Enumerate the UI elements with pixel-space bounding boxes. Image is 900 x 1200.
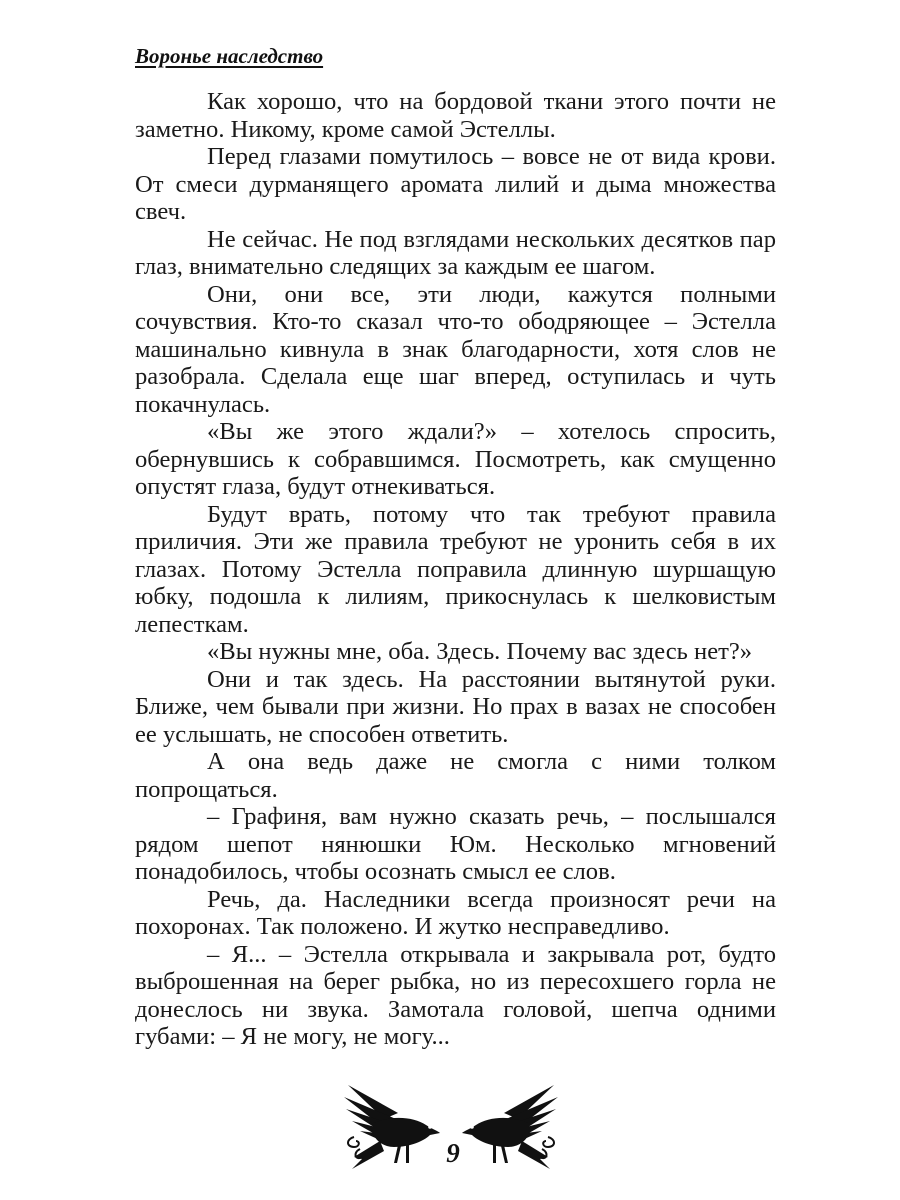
paragraph-7: «Вы нужны мне, оба. Здесь. Почему вас здесь нет?»	[207, 638, 753, 665]
page-number: 9	[446, 1138, 460, 1168]
left-raven-icon	[344, 1085, 440, 1169]
paragraph-6: Будут врать, потому что так требуют правила приличия. Эти же правила требуют не уронить себя в их глазах. Потому Эстелла поправила длинную шуршащую юбку, подошла к лилиям, прикоснулась к шелковистым лепесткам.	[135, 500, 776, 638]
paragraph-2: Перед глазами помутилось – вовсе не от вида крови. От смеси дурманящего аромата лилий и дыма множества свеч.	[135, 143, 776, 225]
paragraph-10: – Графиня, вам нужно сказать речь, – послышался рядом шепот нянюшки Юм. Несколько мгновений понадобилось, чтобы осознать смысл ее слов.	[135, 803, 776, 885]
paragraph-11: Речь, да. Наследники всегда произносят речи на похоронах. Так положено. И жутко несправедливо.	[135, 885, 776, 940]
paragraph-1: Как хорошо, что на бордовой ткани этого почти не заметно. Никому, кроме самой Эстеллы.	[135, 88, 776, 143]
paragraph-8: Они и так здесь. На расстоянии вытянутой руки. Ближе, чем бывали при жизни. Но прах в вазах не способен ее услышать, не способен ответить.	[135, 665, 776, 748]
paragraph-3: Не сейчас. Не под взглядами нескольких десятков пар глаз, внимательно следящих за каждым ее шагом.	[135, 225, 776, 280]
paragraph-5: «Вы же этого ждали?» – хотелось спросить, обернувшись к собравшимся. Посмотреть, как смущенно опустят глаза, будут отнекиваться.	[135, 418, 776, 500]
right-raven-icon	[462, 1085, 558, 1169]
paragraph-12: – Я... – Эстелла открывала и закрывала рот, будто выброшенная на берег рыбка, но из пересохшего горла не донеслось ни звука. Замотала головой, шепча одними губами: – Я не могу, не могу...	[135, 940, 776, 1050]
paragraph-9: А она ведь даже не смогла с ними толком попрощаться.	[135, 748, 776, 803]
paragraph-4: Они, они все, эти люди, кажутся полными сочувствия. Кто-то сказал что-то ободряющее – Эстелла машинально кивнула в знак благодарности, хотя слов не разобрала. Сделала еще шаг вперед, оступилась и чуть покачнулась.	[135, 280, 776, 418]
running-title: Воронье наследство	[135, 44, 324, 68]
body-text	[135, 88, 776, 1051]
